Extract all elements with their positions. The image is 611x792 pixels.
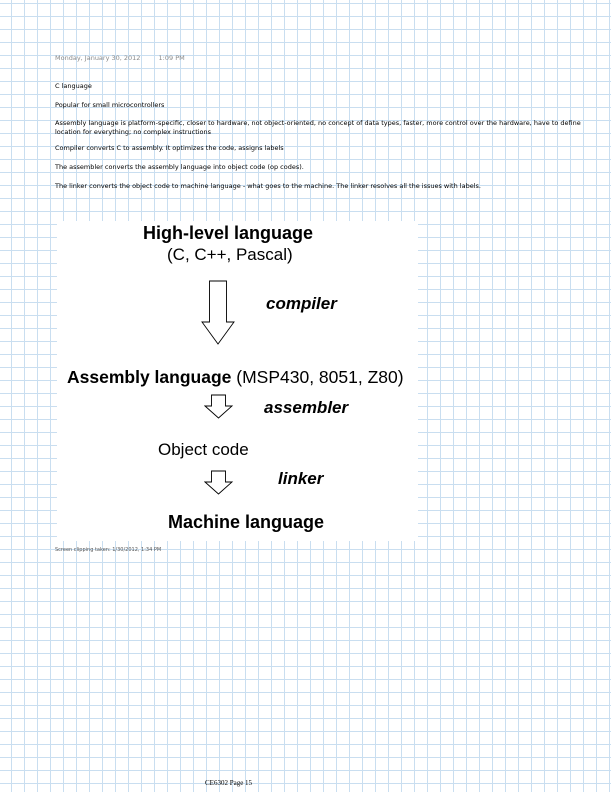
assembler-label: assembler xyxy=(264,398,349,417)
note-line: Popular for small microcontrollers xyxy=(55,100,165,109)
note-body[interactable] xyxy=(55,82,603,200)
assembly-language-line xyxy=(67,367,404,388)
machine-language-title: Machine language xyxy=(168,512,325,532)
note-line: Compiler converts C to assembly. It optimizes the code, assigns labels xyxy=(55,144,284,153)
object-code-label: Object code xyxy=(158,440,249,459)
screen-clipping-caption: Screen clipping taken: 1/30/2012, 1:34 PM xyxy=(55,547,162,553)
note-line: Assembly language is platform-specific, closer to hardware, not object-oriented, no concept of data types, faster, more control over the hardware, have to define location for everything; no complex instructions xyxy=(55,119,581,136)
linker-label: linker xyxy=(278,469,324,488)
down-arrow-icon xyxy=(204,394,234,420)
compiler-label: compiler xyxy=(266,294,337,313)
assembly-language-title: Assembly language xyxy=(67,367,232,387)
down-arrow-icon xyxy=(204,470,234,496)
screen-clipping-diagram xyxy=(57,221,418,541)
note-date: Monday, January 30, 2012 xyxy=(55,54,141,62)
note-line: The linker converts the object code to machine language - what goes to the machine. The linker resolves all the issues with labels. xyxy=(55,181,481,190)
high-level-language-examples: (C, C++, Pascal) xyxy=(167,245,293,264)
down-arrow-icon xyxy=(200,280,236,346)
note-line: C language xyxy=(55,82,92,90)
high-level-language-title: High-level language xyxy=(143,223,314,243)
assembly-language-examples: (MSP430, 8051, Z80) xyxy=(236,367,404,387)
note-line: The assembler converts the assembly language into object code (op codes). xyxy=(55,162,304,171)
note-timestamp xyxy=(55,54,185,62)
note-time: 1:09 PM xyxy=(158,54,185,62)
page-footer: CE6302 Page 15 xyxy=(205,779,253,787)
